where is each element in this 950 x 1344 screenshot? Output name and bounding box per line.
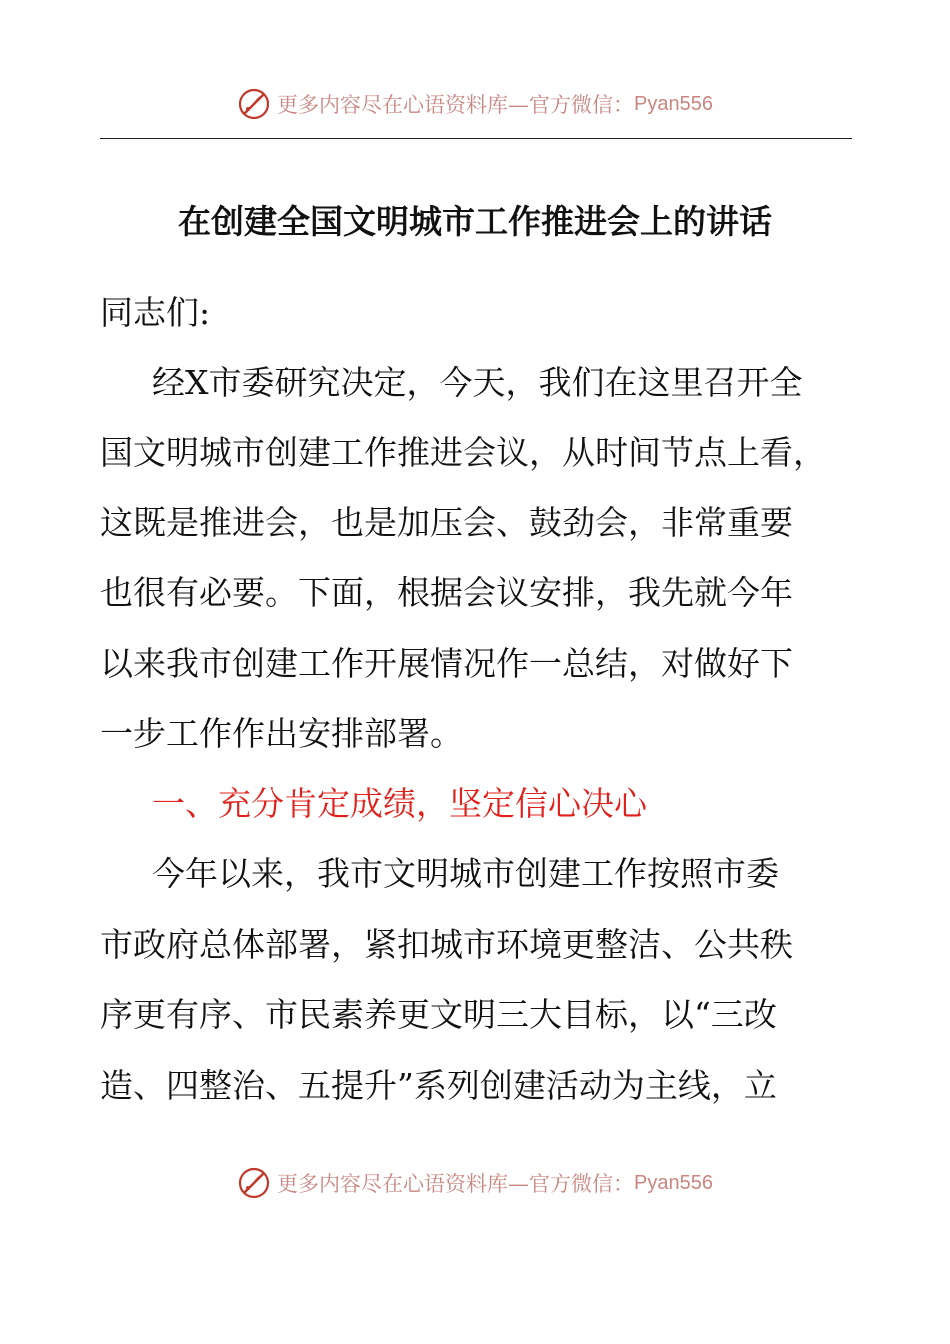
- document-title: 在创建全国文明城市工作推进会上的讲话: [178, 202, 772, 241]
- header-banner: [0, 84, 950, 124]
- para1-line-4: 也很有必要。下面，根据会议安排，我先就今年: [100, 573, 793, 612]
- para1-line-3: 这既是推进会，也是加压会、鼓劲会，非常重要: [100, 503, 793, 542]
- banner-text: 更多内容尽在心语资料库—官方微信：: [277, 93, 635, 117]
- para2-line-1: 今年以来，我市文明城市创建工作按照市委: [152, 854, 779, 893]
- quill-logo-icon: [237, 1166, 271, 1200]
- banner-wechat-id: Pyan556: [634, 1171, 713, 1194]
- salutation: 同志们:: [100, 293, 211, 332]
- para1-line-2: 国文明城市创建工作推进会议，从时间节点上看，: [100, 433, 826, 472]
- para2-line-2: 市政府总体部署，紧扣城市环境更整洁、公共秩: [100, 925, 793, 964]
- para2-line-4: 造、四整治、五提升”系列创建活动为主线，立: [100, 1066, 777, 1105]
- para1-line-5: 以来我市创建工作开展情况作一总结，对做好下: [100, 644, 793, 683]
- footer-banner: [0, 1163, 950, 1203]
- banner-wechat-id: Pyan556: [634, 92, 713, 115]
- header-divider: [100, 138, 852, 139]
- banner-text: 更多内容尽在心语资料库—官方微信：: [277, 1172, 635, 1196]
- para2-line-3: 序更有序、市民素养更文明三大目标，以“三改: [100, 995, 777, 1034]
- para1-line-1: 经X市委研究决定，今天，我们在这里召开全: [152, 363, 803, 402]
- quill-logo-icon: [237, 87, 271, 121]
- section-heading-1: 一、充分肯定成绩，坚定信心决心: [152, 784, 647, 823]
- para1-line-6: 一步工作作出安排部署。: [100, 714, 463, 753]
